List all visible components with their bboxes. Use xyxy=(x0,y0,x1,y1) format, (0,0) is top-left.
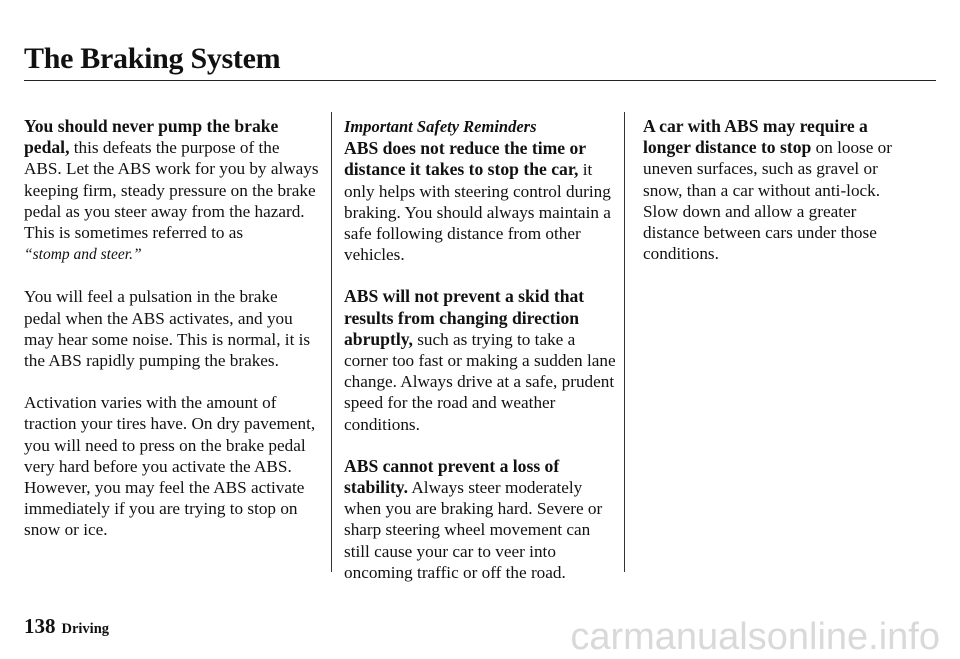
column-1 xyxy=(24,116,319,562)
body-text: on loose or uneven surfaces, such as gravel or snow, than a car without anti-lock. Slow down and allow a greater distance between cars under those conditions. xyxy=(643,138,892,264)
column-divider xyxy=(331,112,332,572)
bold-lead: ABS does not reduce the time or distance it takes to stop the car, xyxy=(344,138,586,180)
paragraph-stop-distance xyxy=(344,116,619,265)
column-divider xyxy=(624,112,625,572)
section-name: Driving xyxy=(61,621,110,637)
paragraph-pump xyxy=(24,116,319,265)
paragraph-skid xyxy=(344,286,619,434)
quote-text: “stomp and steer.” xyxy=(24,246,142,264)
column-2 xyxy=(344,116,619,604)
bold-lead: ABS cannot prevent a loss of stability. xyxy=(344,455,560,498)
body-text: such as trying to take a corner too fast or making a sudden lane change. Always drive at a safe, prudent speed for the road and weather conditions. xyxy=(344,329,616,434)
body-text: it only helps with steering control during braking. You should always maintain a safe following distance from other vehicles. xyxy=(344,160,611,265)
body-text: Always steer moderately when you are braking hard. Severe or sharp steering wheel movement can still cause your car to veer into oncoming traffic or off the road. xyxy=(344,478,603,582)
watermark: carmanualsonline.info xyxy=(570,616,940,658)
paragraph-longer-distance xyxy=(643,116,913,264)
page-footer xyxy=(24,614,109,639)
column-3 xyxy=(643,116,913,285)
paragraph-activation: Activation varies with the amount of traction your tires have. On dry pavement, you will need to press on the brake pedal very hard before you activate the ABS. However, you may feel the ABS activate immediately if you are trying to stop on snow or ice. xyxy=(24,393,316,540)
page-title: The Braking System xyxy=(24,42,281,75)
bold-lead: ABS will not prevent a skid that results from changing direction abruptly, xyxy=(344,286,585,349)
subheading: Important Safety Reminders xyxy=(344,117,537,136)
page-number: 138 xyxy=(24,614,56,638)
bold-lead: A car with ABS may require a longer distance to stop xyxy=(643,116,868,158)
bold-lead: You should never pump the brake pedal, xyxy=(24,116,279,158)
paragraph-pulsation: You will feel a pulsation in the brake pedal when the ABS activates, and you may hear some noise. This is normal, it is the ABS rapidly pumping the brakes. xyxy=(24,287,311,371)
paragraph-stability xyxy=(344,456,619,583)
body-text: this defeats the purpose of the ABS. Let the ABS work for you by always keeping firm, steady pressure on the brake pedal as you steer away from the hazard. This is sometimes referred to as xyxy=(24,138,319,243)
title-rule xyxy=(24,80,936,81)
